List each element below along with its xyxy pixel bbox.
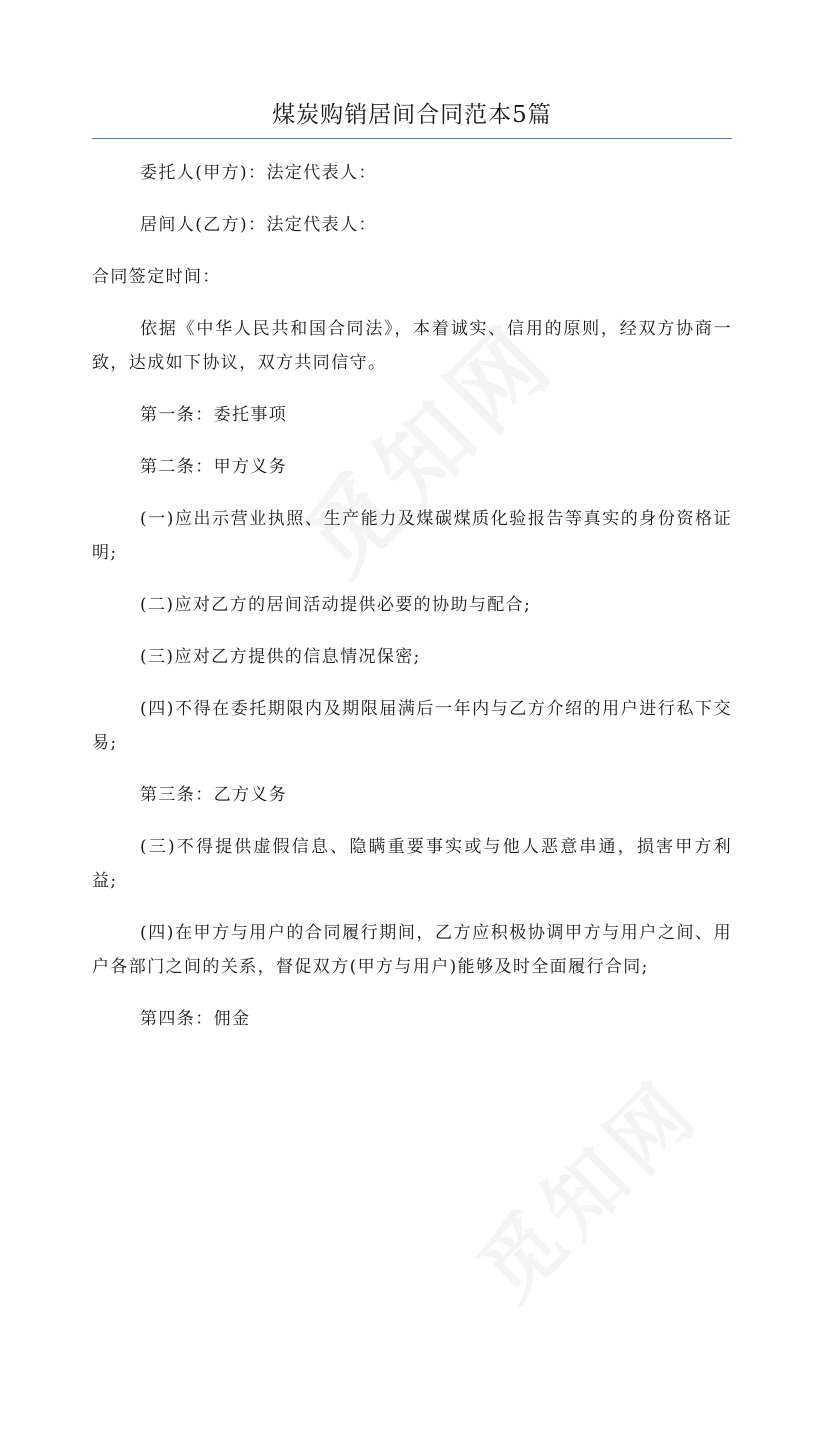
paragraph-article-2: 第二条：甲方义务 bbox=[140, 457, 288, 477]
paragraph-signing-time: 合同签定时间： bbox=[92, 267, 221, 287]
document-title: 煤炭购销居间合同范本5篇 bbox=[272, 102, 552, 128]
title-underline bbox=[92, 138, 732, 139]
paragraph-principal: 委托人(甲方)：法定代表人： bbox=[140, 163, 377, 183]
paragraph-obligation-b3: (三)不得提供虚假信息、隐瞒重要事实或与他人恶意串通，损害甲方利益; bbox=[92, 837, 732, 891]
paragraph-obligation-a1: (一)应出示营业执照、生产能力及煤碳煤质化验报告等真实的身份资格证明; bbox=[92, 509, 732, 563]
paragraph-obligation-a2: (二)应对乙方的居间活动提供必要的协助与配合; bbox=[140, 595, 532, 615]
paragraph-obligation-b4: (四)在甲方与用户的合同履行期间，乙方应积极协调甲方与用户之间、用户各部门之间的关系，督促双方(甲方与用户)能够及时全面履行合同; bbox=[92, 923, 732, 977]
paragraph-article-3: 第三条：乙方义务 bbox=[140, 785, 288, 805]
paragraph-obligation-a3: (三)应对乙方提供的信息情况保密; bbox=[140, 647, 421, 667]
paragraph-article-1: 第一条：委托事项 bbox=[140, 405, 288, 425]
paragraph-obligation-a4: (四)不得在委托期限内及期限届满后一年内与乙方介绍的用户进行私下交易; bbox=[92, 699, 732, 753]
document-body bbox=[92, 156, 732, 1054]
paragraph-intermediary: 居间人(乙方)：法定代表人： bbox=[140, 215, 377, 235]
paragraph-preamble: 依据《中华人民共和国合同法》，本着诚实、信用的原则，经双方协商一致，达成如下协议，双方共同信守。 bbox=[92, 319, 732, 373]
paragraph-article-4: 第四条：佣金 bbox=[140, 1009, 251, 1029]
